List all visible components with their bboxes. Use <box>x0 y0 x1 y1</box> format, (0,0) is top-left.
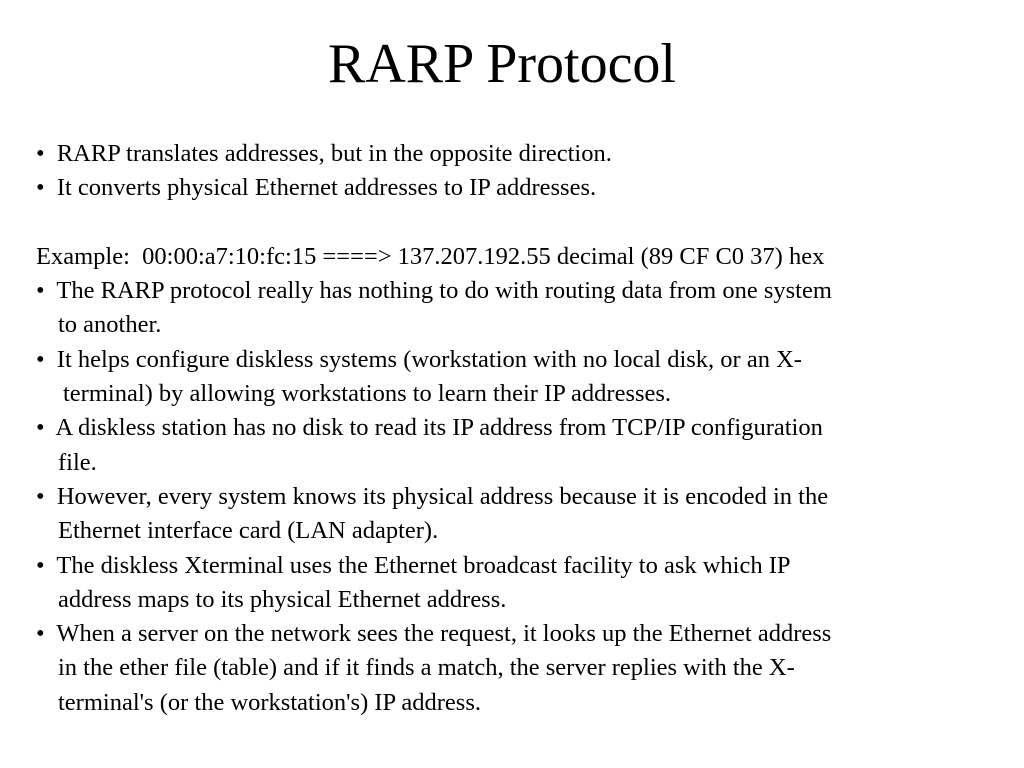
bullet-line: • RARP translates addresses, but in the opposite direction. <box>36 140 612 167</box>
bullet-line: • When a server on the network sees the request, it looks up the Ethernet address <box>36 620 832 648</box>
bullet-line: • The RARP protocol really has nothing to do with routing data from one system <box>36 277 832 305</box>
bullet-line: • It helps configure diskless systems (workstation with no local disk, or an X- <box>36 345 802 373</box>
bullet-line: • The diskless Xterminal uses the Ethernet broadcast facility to ask which IP <box>36 551 791 579</box>
bullet-continuation: Ethernet interface card (LAN adapter). <box>58 517 439 545</box>
bullet-line: • A diskless station has no disk to read its IP address from TCP/IP configuration <box>36 414 823 442</box>
bullet-line: • It converts physical Ethernet addresses to IP addresses. <box>36 174 597 202</box>
bullet-line: • However, every system knows its physical address because it is encoded in the <box>36 482 829 510</box>
bullet-continuation: terminal) by allowing workstations to learn their IP addresses. <box>63 380 672 408</box>
bullet-continuation: in the ether file (table) and if it finds a match, the server replies with the X- <box>58 654 795 682</box>
bullet-continuation: to another. <box>58 311 162 339</box>
bullet-continuation: address maps to its physical Ethernet address. <box>58 585 507 613</box>
bullet-continuation: file. <box>58 448 97 476</box>
slide-title: RARP Protocol <box>328 33 676 95</box>
example-line: Example: 00:00:a7:10:fc:15 ====> 137.207.192.55 decimal (89 CF C0 37) hex <box>36 242 825 270</box>
blank-line <box>36 206 1016 240</box>
slide-body <box>36 137 1016 720</box>
bullet-continuation: terminal's (or the workstation's) IP address. <box>58 688 481 716</box>
